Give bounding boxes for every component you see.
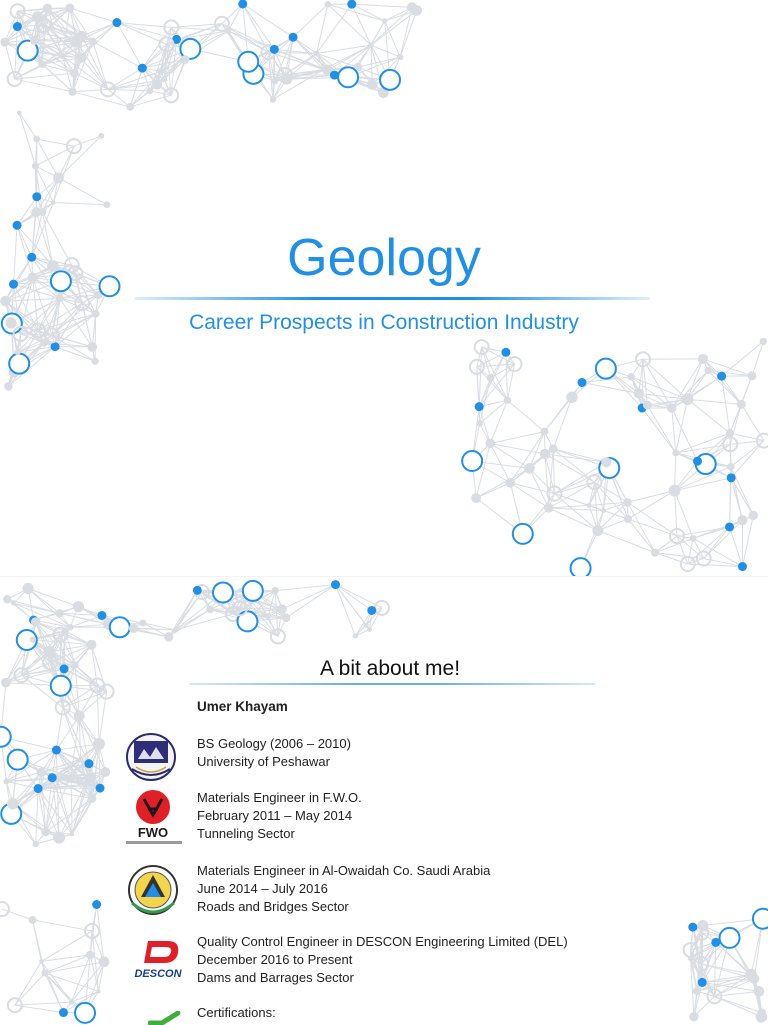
- network-node: [38, 208, 46, 216]
- network-node: [540, 428, 548, 436]
- network-node: [506, 478, 516, 488]
- network-node: [462, 451, 482, 471]
- network-node: [82, 781, 89, 788]
- network-node: [540, 449, 550, 459]
- checkmark-icon: [148, 1011, 182, 1025]
- network-node: [501, 348, 510, 357]
- network-node: [725, 522, 734, 531]
- network-node: [97, 989, 101, 993]
- university-crest-icon: [124, 727, 178, 783]
- network-node: [270, 45, 279, 54]
- network-node: [689, 1012, 698, 1021]
- network-node: [22, 583, 33, 594]
- network-node: [667, 403, 677, 413]
- network-node: [471, 493, 481, 503]
- network-cluster: [462, 338, 768, 576]
- network-node: [56, 609, 64, 617]
- slide-subtitle: Career Prospects in Construction Industry: [0, 311, 768, 335]
- network-node: [566, 392, 577, 403]
- network-node: [4, 382, 13, 391]
- network-node: [181, 55, 190, 64]
- network-node: [161, 76, 167, 82]
- entry-line: Certifications:: [197, 1004, 276, 1022]
- network-node: [634, 388, 644, 398]
- network-node: [760, 338, 767, 345]
- network-node: [138, 64, 147, 73]
- network-node: [52, 746, 61, 755]
- entry-line: June 2014 – July 2016: [197, 880, 490, 898]
- network-node: [53, 832, 65, 844]
- network-node: [101, 767, 111, 777]
- network-node: [140, 619, 147, 626]
- network-node: [524, 463, 535, 474]
- network-node: [193, 586, 202, 595]
- network-node: [651, 549, 659, 557]
- network-node: [32, 163, 39, 170]
- network-node: [60, 664, 69, 673]
- about-slide: [0, 576, 768, 1025]
- network-node: [737, 400, 746, 409]
- network-node: [688, 956, 693, 961]
- network-node: [173, 627, 178, 632]
- network-node: [325, 1, 332, 8]
- network-node: [14, 349, 20, 355]
- network-node: [78, 757, 84, 763]
- network-node: [126, 103, 134, 111]
- network-node: [32, 11, 43, 22]
- network-node: [33, 136, 40, 143]
- network-node: [623, 498, 632, 507]
- network-node: [206, 606, 214, 614]
- network-node: [380, 70, 400, 90]
- certifications-entry: [197, 1004, 276, 1022]
- network-cluster: [0, 617, 114, 1023]
- network-node: [643, 401, 652, 410]
- network-node: [587, 503, 592, 508]
- network-node: [74, 710, 85, 721]
- network-node: [338, 67, 358, 87]
- network-node: [88, 794, 96, 802]
- network-node: [62, 627, 69, 634]
- entry-line: December 2016 to Present: [197, 951, 568, 969]
- network-node: [33, 841, 39, 847]
- network-node: [213, 582, 233, 602]
- network-node: [382, 18, 387, 23]
- network-cluster: [0, 0, 422, 111]
- entry-line: February 2011 – May 2014: [197, 807, 362, 825]
- network-node: [37, 768, 46, 777]
- network-node: [331, 580, 340, 589]
- network-node: [314, 50, 320, 56]
- network-node: [726, 429, 734, 437]
- network-node: [720, 928, 740, 948]
- network-node: [129, 624, 138, 633]
- entry-line: Roads and Bridges Sector: [197, 898, 490, 916]
- entry-line: BS Geology (2006 – 2010): [197, 735, 351, 753]
- network-node: [56, 295, 64, 303]
- network-node: [353, 633, 358, 638]
- network-node: [152, 79, 162, 89]
- network-node: [277, 604, 287, 614]
- network-node: [367, 606, 376, 615]
- network-node: [513, 524, 533, 544]
- network-node: [624, 515, 632, 523]
- network-node: [51, 676, 71, 696]
- network-node: [60, 53, 66, 59]
- network-node: [17, 110, 22, 115]
- network-node: [737, 515, 747, 525]
- network-node: [698, 354, 708, 364]
- network-node: [84, 759, 93, 768]
- title-divider: [135, 297, 650, 300]
- network-node: [30, 636, 36, 642]
- about-heading: A bit about me!: [190, 657, 590, 681]
- network-node: [65, 4, 74, 13]
- network-node: [669, 485, 681, 497]
- network-node: [753, 909, 768, 929]
- network-node: [34, 784, 43, 793]
- network-node: [89, 38, 97, 46]
- network-node: [39, 959, 44, 964]
- network-node: [601, 457, 611, 467]
- network-node: [592, 525, 603, 536]
- network-node: [3, 595, 11, 603]
- entry-line: Materials Engineer in Al-Owaidah Co. Saudi Arabia: [197, 862, 490, 880]
- network-node: [53, 172, 64, 183]
- network-node: [31, 617, 41, 627]
- experience-entry: [197, 862, 490, 916]
- entry-line: Tunneling Sector: [197, 825, 362, 843]
- network-node: [59, 1008, 68, 1017]
- network-node: [42, 828, 50, 836]
- network-node: [71, 661, 78, 668]
- network-node: [86, 951, 95, 960]
- network-node: [1, 678, 11, 688]
- network-node: [73, 601, 84, 612]
- network-node: [0, 727, 11, 747]
- network-node: [38, 60, 46, 68]
- network-node: [0, 296, 11, 307]
- network-node: [271, 77, 278, 84]
- network-node: [549, 444, 558, 453]
- network-node: [487, 374, 495, 382]
- network-node: [104, 201, 111, 208]
- network-node: [504, 397, 511, 404]
- network-node: [0, 38, 9, 47]
- network-node: [76, 53, 86, 63]
- network-node: [147, 87, 154, 94]
- network-node: [746, 969, 757, 980]
- network-node: [672, 450, 679, 457]
- network-node: [51, 200, 56, 205]
- network-node: [578, 378, 587, 387]
- network-node: [756, 1011, 768, 1023]
- network-node: [282, 614, 291, 623]
- network-node: [688, 923, 697, 932]
- company-emblem-icon: [126, 863, 180, 917]
- network-node: [70, 69, 79, 78]
- network-node: [13, 22, 22, 31]
- network-node: [271, 587, 278, 594]
- network-node: [51, 342, 60, 351]
- network-node: [0, 902, 9, 916]
- descon-logo-text: DESCON: [134, 968, 182, 980]
- network-node: [704, 367, 711, 374]
- network-node: [110, 617, 130, 637]
- entry-line: Materials Engineer in F.W.O.: [197, 789, 362, 807]
- fwo-logo-text: FWO: [138, 825, 168, 840]
- network-node: [717, 372, 726, 381]
- network-node: [99, 133, 105, 139]
- network-node: [96, 784, 105, 793]
- network-cluster: [684, 909, 768, 1023]
- network-node: [367, 79, 378, 90]
- network-node: [43, 4, 52, 13]
- network-node: [364, 623, 369, 628]
- network-node: [681, 393, 693, 405]
- network-node: [475, 402, 484, 411]
- entry-line: Quality Control Engineer in DESCON Engineering Limited (DEL): [197, 933, 568, 951]
- network-node: [270, 96, 276, 102]
- network-node: [41, 969, 48, 976]
- network-node: [99, 956, 110, 967]
- network-node: [693, 457, 702, 466]
- network-node: [243, 581, 263, 601]
- network-node: [601, 508, 606, 513]
- network-node: [9, 354, 29, 374]
- network-node: [321, 67, 326, 72]
- network-node: [71, 36, 82, 47]
- network-node: [30, 36, 39, 45]
- fwo-logo-icon: [124, 789, 186, 847]
- network-node: [693, 987, 701, 995]
- network-node: [690, 535, 697, 542]
- network-node: [727, 463, 735, 471]
- network-node: [753, 986, 764, 997]
- network-node: [697, 920, 708, 931]
- network-node: [68, 774, 73, 779]
- about-divider: [190, 683, 595, 685]
- network-node: [727, 473, 736, 482]
- network-node: [347, 0, 356, 9]
- network-node: [544, 503, 553, 512]
- slide-title: Geology: [0, 228, 768, 288]
- network-node: [476, 420, 483, 427]
- network-node: [92, 358, 99, 365]
- network-node: [87, 342, 97, 352]
- network-node: [627, 373, 635, 381]
- network-node: [92, 900, 101, 909]
- network-node: [86, 640, 96, 650]
- network-node: [29, 916, 37, 924]
- network-node: [68, 88, 76, 96]
- network-node: [8, 750, 28, 770]
- experience-entry: [197, 789, 362, 843]
- network-node: [238, 52, 258, 72]
- education-entry: [197, 735, 351, 771]
- entry-line: University of Peshawar: [197, 753, 351, 771]
- network-node: [3, 778, 9, 784]
- network-node: [69, 999, 74, 1004]
- network-node: [97, 611, 106, 620]
- network-node: [266, 615, 271, 620]
- network-node: [289, 33, 298, 42]
- network-node: [738, 562, 747, 571]
- network-node: [11, 601, 16, 606]
- network-node: [48, 773, 57, 782]
- network-node: [112, 18, 121, 27]
- network-node: [367, 627, 372, 632]
- network-node: [485, 439, 495, 449]
- network-node: [157, 68, 164, 75]
- experience-entry: [197, 933, 568, 987]
- network-node: [407, 2, 417, 12]
- network-node: [7, 798, 19, 810]
- network-node: [70, 832, 74, 836]
- network-node: [368, 42, 373, 47]
- entry-line: Dams and Barrages Sector: [197, 969, 568, 987]
- network-node: [698, 978, 707, 987]
- network-node: [749, 511, 758, 520]
- network-node: [571, 558, 591, 576]
- network-node: [596, 359, 616, 379]
- network-node: [93, 738, 105, 750]
- network-node: [75, 1003, 95, 1023]
- network-node: [164, 632, 173, 641]
- descon-logo-icon: [130, 939, 188, 983]
- network-node: [32, 192, 41, 201]
- network-node: [748, 371, 757, 380]
- person-name: Umer Khayam: [197, 699, 288, 714]
- network-node: [397, 54, 403, 60]
